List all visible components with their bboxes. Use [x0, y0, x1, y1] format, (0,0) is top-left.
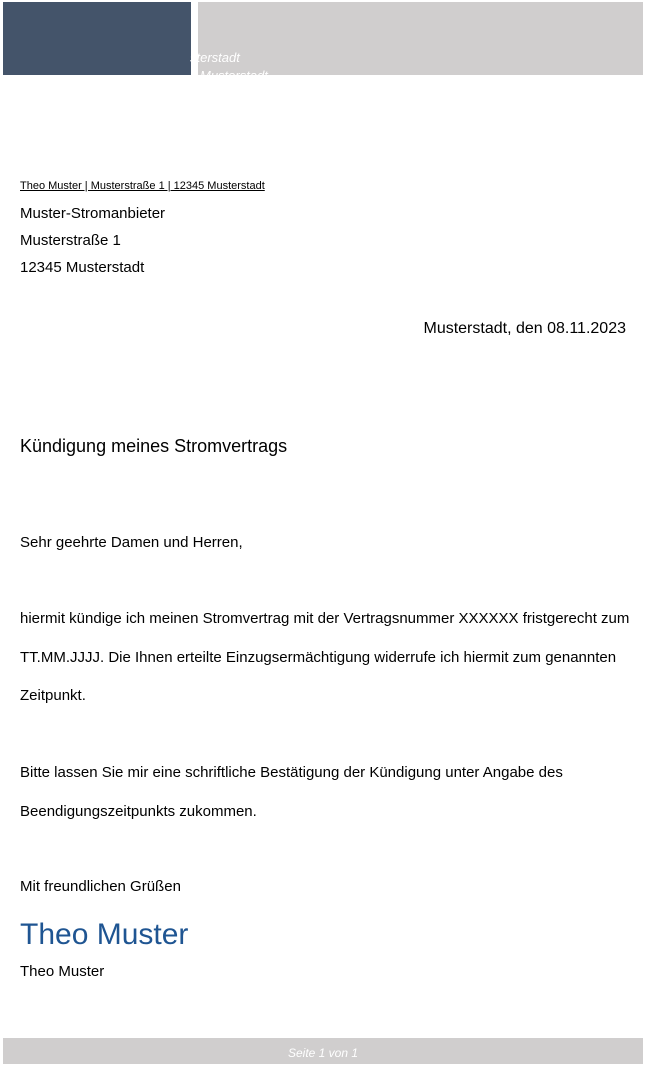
closing-phrase: Mit freundlichen Grüßen — [20, 878, 181, 895]
header-text-line2: Musterstadt — [200, 68, 268, 83]
signature: Theo Muster — [20, 918, 189, 951]
footer-page-info: Seite 1 von 1 — [287, 1046, 359, 1060]
recipient-city: 12345 Musterstadt — [20, 259, 145, 276]
recipient-name: Muster-Stromanbieter — [20, 205, 166, 222]
header-dark-block — [3, 2, 191, 75]
date-line: Musterstadt, den 08.11.2023 — [423, 320, 626, 337]
sender-return-address: Theo Muster | Musterstraße 1 | 12345 Musterstadt — [20, 180, 265, 192]
recipient-address — [20, 200, 165, 281]
body-paragraph-1: hiermit kündige ich meinen Stromvertrag mit der Vertragsnummer XXXXXX fristgerecht zum TT.MM.JJJJ. Die Ihnen erteilte Einzugsermächtigung widerrufe ich hiermit zum genannten Zeitpunkt. — [20, 610, 630, 704]
body-paragraph-2: Bitte lassen Sie mir eine schriftliche Bestätigung der Kündigung unter Angabe des Beendigungszeitpunkts zukommen. — [20, 764, 563, 820]
signer-name: Theo Muster — [20, 963, 105, 980]
letter-subject: Kündigung meines Stromvertrags — [20, 436, 288, 456]
header-text-line1: sterstadt — [190, 50, 240, 65]
recipient-street: Musterstraße 1 — [20, 232, 121, 249]
footer-bar — [3, 1038, 643, 1064]
salutation: Sehr geehrte Damen und Herren, — [20, 534, 243, 551]
